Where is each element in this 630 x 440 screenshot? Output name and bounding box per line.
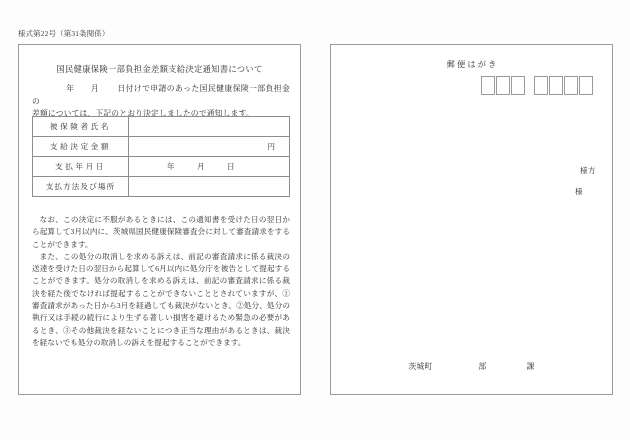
postcard-panel (330, 44, 613, 395)
row-label-decided-amount (33, 137, 129, 157)
table-row (33, 137, 290, 157)
postal-code-box[interactable] (481, 76, 495, 95)
row-value-payment-method-place[interactable] (129, 177, 290, 197)
postal-code-box[interactable] (579, 76, 593, 95)
lead-year-label: 年 (66, 84, 75, 93)
postal-code-box[interactable] (564, 76, 578, 95)
row-label-payment-date (33, 157, 129, 177)
sender-section-label: 課 (526, 362, 535, 371)
sender-division-label: 部 (478, 362, 487, 371)
sender-line (331, 361, 612, 372)
lead-day-label: 日付けで申請のあった国民健康保険一部負担金の (32, 84, 290, 106)
label-text: 支払年月日 (55, 162, 106, 171)
postal-code-box[interactable] (549, 76, 563, 95)
legal-notice-text (32, 214, 290, 349)
table-row (33, 157, 290, 177)
postal-code-boxes[interactable] (481, 76, 594, 95)
currency-unit-label: 円 (267, 142, 275, 151)
label-text: 支給決定金額 (49, 142, 112, 151)
decision-details-table (32, 116, 290, 197)
payment-date-month-label: 月 (197, 162, 205, 171)
legal-paragraph-litigation: また、この処分の取消しを求める訴えは、前記の審査請求に係る裁決の送達を受けた日の翌日から起算して6月以内に処分庁を被告として提起することができます。処分の取消しを求める訴えは、前記の審査請求に係る裁決を経た後でなければ提起することができないこととされていますが、①審査請求があった日から3月を経過しても裁決がないとき、②処分、処分の執行又は手続の続行により生ずる著しい損害を避けるため緊急の必要があるとき、③その他裁決を経ないことにつき正当な理由があるときは、裁決を経ないでも処分の取消しの訴えを提起することができます。 (32, 251, 290, 347)
postcard-title: 郵便はがき (446, 60, 499, 69)
postal-code-box[interactable] (511, 76, 525, 95)
table-row (33, 117, 290, 137)
lead-month-label: 月 (90, 84, 100, 93)
notification-lead-paragraph (32, 83, 290, 121)
form-number-label: 様式第22号（第31条関係） (18, 29, 110, 38)
table-row (33, 177, 290, 197)
addressee-care-of-label: 様方 (580, 166, 596, 175)
addressee-honorific-label: 様 (575, 187, 583, 196)
label-text: 被保険者氏名 (49, 122, 112, 131)
lead-second-line: 差額については、下記のとおり決定しましたので通知します。 (32, 109, 254, 118)
notification-title: 国民健康保険一部負担金差額支給決定通知書について (56, 65, 263, 74)
notification-panel (18, 44, 301, 395)
row-value-insured-name[interactable] (129, 117, 290, 137)
payment-date-day-label: 日 (227, 162, 235, 171)
legal-paragraph-appeal: なお、この決定に不服があるときには、この通知書を受けた日の翌日から起算して3月以内に、茨城県国民健康保険審査会に対して審査請求をすることができます。 (32, 215, 290, 249)
row-value-decided-amount[interactable] (129, 137, 290, 157)
payment-date-year-label: 年 (167, 162, 175, 171)
row-value-payment-date[interactable] (129, 157, 290, 177)
label-text: 支払方法及び場所 (45, 182, 116, 191)
row-label-payment-method-place (33, 177, 129, 197)
row-label-insured-name (33, 117, 129, 137)
sender-municipality: 茨城町 (408, 362, 433, 371)
postal-code-box[interactable] (496, 76, 510, 95)
postal-code-box[interactable] (534, 76, 548, 95)
